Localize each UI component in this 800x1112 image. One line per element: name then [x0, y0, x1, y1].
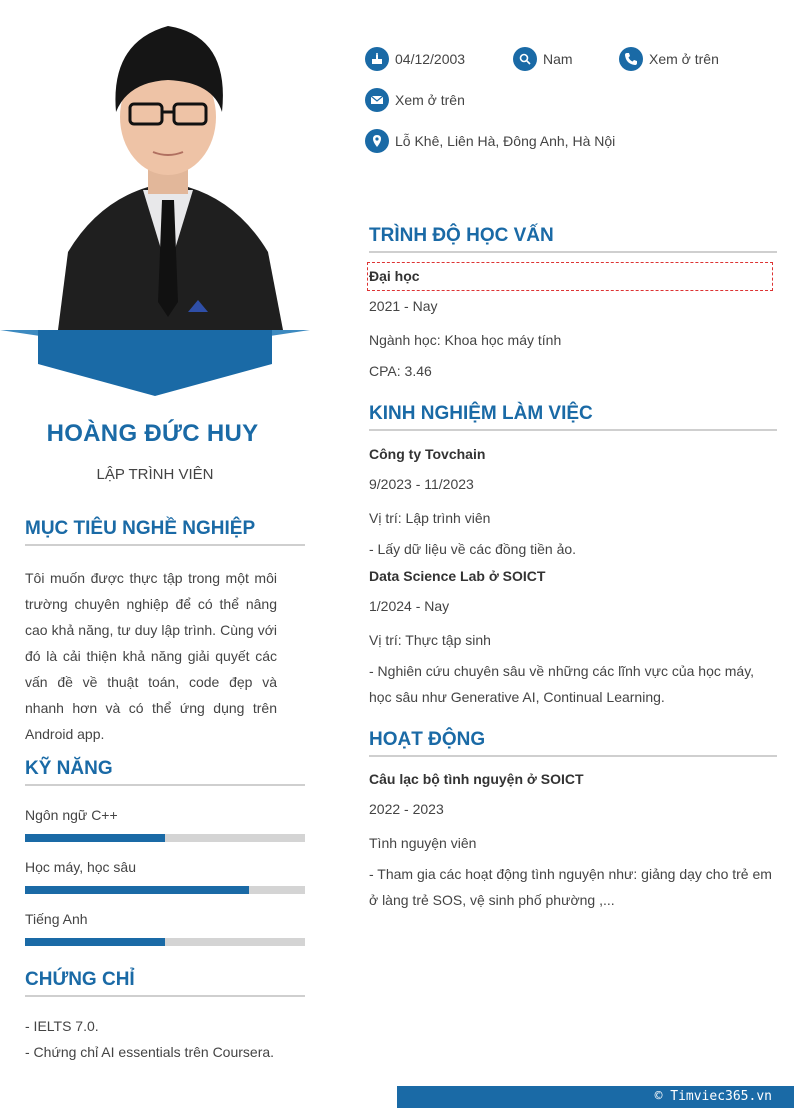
skill-label-cpp: Ngôn ngữ C++ — [25, 807, 118, 823]
address-value: Lỗ Khê, Liên Hà, Đông Anh, Hà Nội — [395, 133, 616, 149]
cake-icon — [365, 47, 389, 71]
skills-heading: KỸ NĂNG — [25, 758, 305, 786]
birthday-value: 04/12/2003 — [395, 51, 466, 67]
location-icon — [365, 129, 389, 153]
skill-label-ml: Học máy, học sâu — [25, 859, 137, 875]
phone-info — [619, 47, 719, 71]
certificates-heading: CHỨNG CHỈ — [25, 969, 305, 997]
skill-bar-ml — [25, 886, 305, 894]
birthday-info — [365, 47, 465, 71]
objective-heading: MỤC TIÊU NGHỀ NGHIỆP — [25, 518, 305, 546]
education-selection-box[interactable] — [367, 262, 773, 291]
email-value: Xem ở trên — [395, 92, 465, 108]
skill-label-english: Tiếng Anh — [25, 911, 88, 927]
skill-bar-cpp — [25, 834, 305, 842]
education-cpa: CPA: 3.46 — [369, 363, 432, 379]
activity-org: Câu lạc bộ tình nguyện ở SOICT — [369, 771, 584, 787]
footer-watermark: © Timviec365.vn — [397, 1086, 794, 1108]
education-heading: TRÌNH ĐỘ HỌC VẤN — [369, 225, 777, 253]
job-description: - Lấy dữ liệu về các đồng tiền ảo. — [369, 541, 577, 557]
job-period: 9/2023 - 11/2023 — [369, 476, 474, 492]
job-company: Data Science Lab ở SOICT — [369, 568, 546, 584]
address-info — [365, 129, 615, 153]
gender-info — [513, 47, 573, 71]
job-description: - Nghiên cứu chuyên sâu về những các lĩnh vực của học máy, học sâu như Generative AI, Continual Learning. — [369, 663, 755, 705]
full-name: HOÀNG ĐỨC HUY — [46, 420, 259, 447]
profile-photo — [38, 12, 298, 330]
job-period: 1/2024 - Nay — [369, 598, 450, 614]
activities-heading: HOẠT ĐỘNG — [369, 729, 777, 757]
email-icon — [365, 88, 389, 112]
job-position: Vị trí: Lập trình viên — [369, 510, 491, 526]
activity-role: Tình nguyện viên — [369, 835, 477, 851]
education-period: 2021 - Nay — [369, 298, 438, 314]
certificate-item: - IELTS 7.0. — [25, 1018, 99, 1034]
activity-period: 2022 - 2023 — [369, 801, 444, 817]
gender-icon — [513, 47, 537, 71]
certificate-item: - Chứng chỉ AI essentials trên Coursera. — [25, 1044, 275, 1060]
activity-description: - Tham gia các hoạt động tình nguyện như: giảng dạy cho trẻ em ở làng trẻ SOS, vệ sinh phố phường ,... — [369, 866, 772, 908]
job-position: Vị trí: Thực tập sinh — [369, 632, 491, 648]
education-major: Ngành học: Khoa học máy tính — [369, 332, 562, 348]
skill-bar-english — [25, 938, 305, 946]
phone-value: Xem ở trên — [649, 51, 719, 67]
phone-icon — [619, 47, 643, 71]
experience-heading: KINH NGHIỆM LÀM VIỆC — [369, 403, 777, 431]
education-school: Đại học — [369, 268, 420, 284]
gender-value: Nam — [543, 51, 573, 67]
name-banner-ribbon — [0, 326, 310, 398]
email-info — [365, 88, 465, 112]
objective-text: Tôi muốn được thực tập trong một môi trường chuyên nghiệp để có thể nâng cao khả năng, tư duy lập trình. Cùng với đó là cải thiện khả năng giải quyết các vấn đề về thuật toán, code đẹp và nhanh hơn và có thể ứng dụng trên Android app. — [25, 570, 277, 742]
job-company: Công ty Tovchain — [369, 446, 486, 462]
job-title: LẬP TRÌNH VIÊN — [96, 466, 214, 483]
profile-photo-area — [0, 0, 310, 400]
